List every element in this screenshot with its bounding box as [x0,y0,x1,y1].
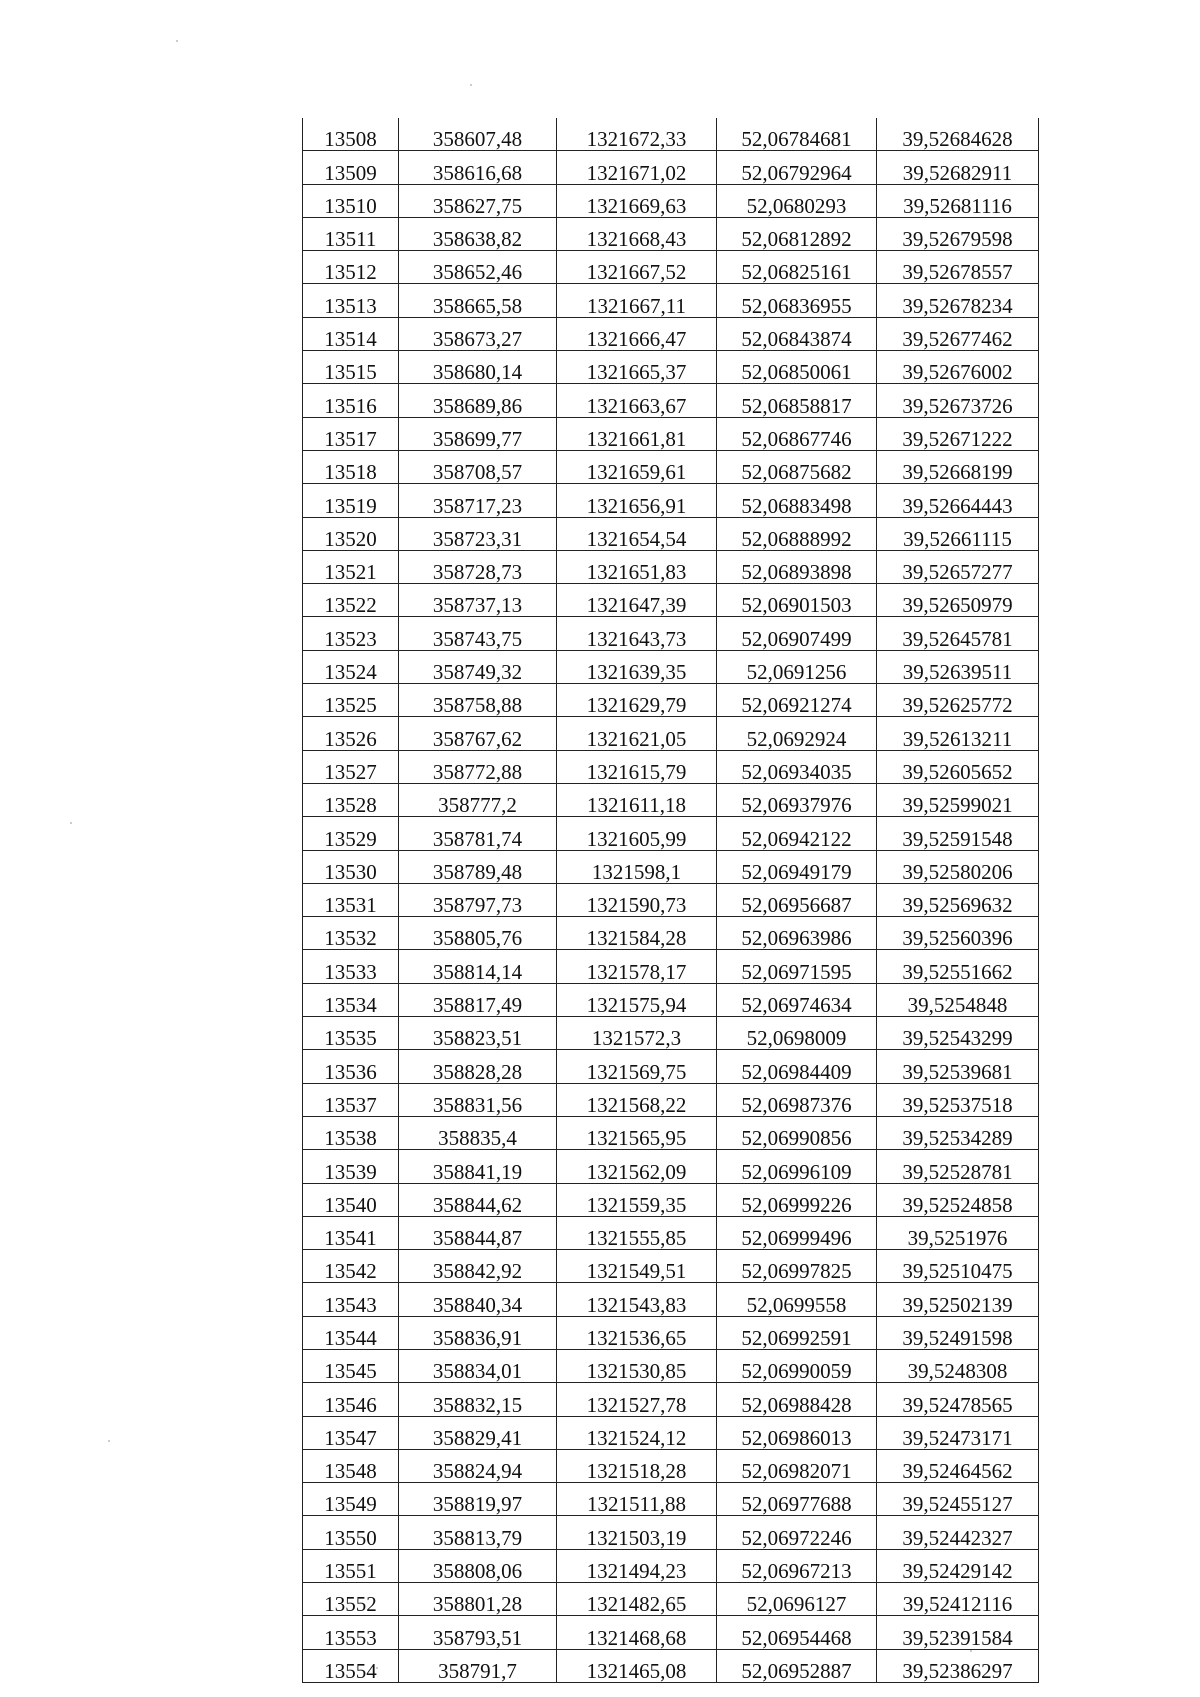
longitude-cell: 39,52473171 [877,1416,1039,1449]
y-coordinate-cell: 1321527,78 [557,1383,717,1416]
point-number-cell: 13522 [303,584,399,617]
x-coordinate-cell: 358665,58 [399,284,557,317]
scan-speck [70,822,72,824]
table-row [303,1183,1039,1216]
point-number-cell: 13547 [303,1416,399,1449]
latitude-cell: 52,06987376 [717,1083,877,1116]
y-coordinate-cell: 1321568,22 [557,1083,717,1116]
longitude-cell: 39,52491598 [877,1316,1039,1349]
point-number-cell: 13534 [303,983,399,1016]
x-coordinate-cell: 358616,68 [399,151,557,184]
x-coordinate-cell: 358793,51 [399,1616,557,1649]
x-coordinate-cell: 358844,87 [399,1216,557,1249]
latitude-cell: 52,06942122 [717,817,877,850]
point-number-cell: 13535 [303,1017,399,1050]
point-number-cell: 13548 [303,1449,399,1482]
y-coordinate-cell: 1321559,35 [557,1183,717,1216]
x-coordinate-cell: 358817,49 [399,983,557,1016]
x-coordinate-cell: 358808,06 [399,1549,557,1582]
x-coordinate-cell: 358824,94 [399,1449,557,1482]
longitude-cell: 39,52682911 [877,151,1039,184]
y-coordinate-cell: 1321663,67 [557,384,717,417]
longitude-cell: 39,52386297 [877,1649,1039,1682]
latitude-cell: 52,0691256 [717,650,877,683]
latitude-cell: 52,06971595 [717,950,877,983]
latitude-cell: 52,06850061 [717,351,877,384]
table-row [303,584,1039,617]
table-row [303,1383,1039,1416]
point-number-cell: 13542 [303,1250,399,1283]
longitude-cell: 39,52684628 [877,118,1039,151]
y-coordinate-cell: 1321584,28 [557,917,717,950]
longitude-cell: 39,52528781 [877,1150,1039,1183]
longitude-cell: 39,52551662 [877,950,1039,983]
y-coordinate-cell: 1321598,1 [557,850,717,883]
latitude-cell: 52,0680293 [717,184,877,217]
y-coordinate-cell: 1321543,83 [557,1283,717,1316]
point-number-cell: 13516 [303,384,399,417]
longitude-cell: 39,52534289 [877,1116,1039,1149]
table-row [303,1116,1039,1149]
latitude-cell: 52,06974634 [717,983,877,1016]
latitude-cell: 52,0699558 [717,1283,877,1316]
point-number-cell: 13521 [303,550,399,583]
table-row [303,917,1039,950]
y-coordinate-cell: 1321651,83 [557,550,717,583]
point-number-cell: 13511 [303,217,399,250]
x-coordinate-cell: 358652,46 [399,251,557,284]
x-coordinate-cell: 358797,73 [399,883,557,916]
table-row [303,1416,1039,1449]
y-coordinate-cell: 1321562,09 [557,1150,717,1183]
y-coordinate-cell: 1321672,33 [557,118,717,151]
longitude-cell: 39,52543299 [877,1017,1039,1050]
x-coordinate-cell: 358832,15 [399,1383,557,1416]
longitude-cell: 39,52599021 [877,783,1039,816]
y-coordinate-cell: 1321639,35 [557,650,717,683]
x-coordinate-cell: 358836,91 [399,1316,557,1349]
y-coordinate-cell: 1321629,79 [557,684,717,717]
point-number-cell: 13515 [303,351,399,384]
latitude-cell: 52,06858817 [717,384,877,417]
table-row [303,1516,1039,1549]
x-coordinate-cell: 358841,19 [399,1150,557,1183]
x-coordinate-cell: 358801,28 [399,1583,557,1616]
longitude-cell: 39,52650979 [877,584,1039,617]
point-number-cell: 13545 [303,1349,399,1382]
table-row [303,251,1039,284]
latitude-cell: 52,06812892 [717,217,877,250]
table-row [303,484,1039,517]
y-coordinate-cell: 1321668,43 [557,217,717,250]
latitude-cell: 52,06934035 [717,750,877,783]
x-coordinate-cell: 358834,01 [399,1349,557,1382]
y-coordinate-cell: 1321654,54 [557,517,717,550]
y-coordinate-cell: 1321615,79 [557,750,717,783]
table-row [303,1549,1039,1582]
longitude-cell: 39,52625772 [877,684,1039,717]
y-coordinate-cell: 1321578,17 [557,950,717,983]
scan-speck [176,40,178,42]
x-coordinate-cell: 358840,34 [399,1283,557,1316]
table-row [303,184,1039,217]
x-coordinate-cell: 358813,79 [399,1516,557,1549]
x-coordinate-cell: 358699,77 [399,417,557,450]
y-coordinate-cell: 1321530,85 [557,1349,717,1382]
latitude-cell: 52,06949179 [717,850,877,883]
point-number-cell: 13510 [303,184,399,217]
latitude-cell: 52,06792964 [717,151,877,184]
table-row [303,1483,1039,1516]
y-coordinate-cell: 1321536,65 [557,1316,717,1349]
table-row [303,1449,1039,1482]
point-number-cell: 13519 [303,484,399,517]
point-number-cell: 13523 [303,617,399,650]
latitude-cell: 52,06907499 [717,617,877,650]
table-row [303,1283,1039,1316]
latitude-cell: 52,06988428 [717,1383,877,1416]
scan-speck [470,84,472,86]
longitude-cell: 39,5251976 [877,1216,1039,1249]
y-coordinate-cell: 1321667,11 [557,284,717,317]
longitude-cell: 39,52671222 [877,417,1039,450]
x-coordinate-cell: 358627,75 [399,184,557,217]
table-row [303,118,1039,151]
point-number-cell: 13539 [303,1150,399,1183]
table-row [303,517,1039,550]
x-coordinate-cell: 358835,4 [399,1116,557,1149]
latitude-cell: 52,06883498 [717,484,877,517]
longitude-cell: 39,52429142 [877,1549,1039,1582]
y-coordinate-cell: 1321659,61 [557,450,717,483]
longitude-cell: 39,52677462 [877,317,1039,350]
table-row [303,1616,1039,1649]
x-coordinate-cell: 358819,97 [399,1483,557,1516]
latitude-cell: 52,06982071 [717,1449,877,1482]
point-number-cell: 13509 [303,151,399,184]
scan-speck [108,1440,110,1442]
x-coordinate-cell: 358728,73 [399,550,557,583]
latitude-cell: 52,06937976 [717,783,877,816]
longitude-cell: 39,52661115 [877,517,1039,550]
longitude-cell: 39,52679598 [877,217,1039,250]
table-row [303,417,1039,450]
table-row [303,883,1039,916]
latitude-cell: 52,06963986 [717,917,877,950]
latitude-cell: 52,06836955 [717,284,877,317]
x-coordinate-cell: 358805,76 [399,917,557,950]
table-row [303,817,1039,850]
y-coordinate-cell: 1321669,63 [557,184,717,217]
latitude-cell: 52,06972246 [717,1516,877,1549]
y-coordinate-cell: 1321656,91 [557,484,717,517]
y-coordinate-cell: 1321661,81 [557,417,717,450]
y-coordinate-cell: 1321569,75 [557,1050,717,1083]
table-row [303,1250,1039,1283]
longitude-cell: 39,52613211 [877,717,1039,750]
x-coordinate-cell: 358717,23 [399,484,557,517]
table-row [303,384,1039,417]
longitude-cell: 39,52664443 [877,484,1039,517]
longitude-cell: 39,52657277 [877,550,1039,583]
x-coordinate-cell: 358689,86 [399,384,557,417]
longitude-cell: 39,52539681 [877,1050,1039,1083]
point-number-cell: 13528 [303,783,399,816]
y-coordinate-cell: 1321549,51 [557,1250,717,1283]
longitude-cell: 39,52537518 [877,1083,1039,1116]
point-number-cell: 13537 [303,1083,399,1116]
latitude-cell: 52,0698009 [717,1017,877,1050]
point-number-cell: 13513 [303,284,399,317]
latitude-cell: 52,06986013 [717,1416,877,1449]
table-row [303,317,1039,350]
x-coordinate-cell: 358723,31 [399,517,557,550]
x-coordinate-cell: 358842,92 [399,1250,557,1283]
longitude-cell: 39,52681116 [877,184,1039,217]
y-coordinate-cell: 1321465,08 [557,1649,717,1682]
point-number-cell: 13527 [303,750,399,783]
table-row [303,284,1039,317]
table-row [303,1316,1039,1349]
latitude-cell: 52,0696127 [717,1583,877,1616]
y-coordinate-cell: 1321511,88 [557,1483,717,1516]
table-row [303,1150,1039,1183]
point-number-cell: 13546 [303,1383,399,1416]
longitude-cell: 39,52464562 [877,1449,1039,1482]
point-number-cell: 13532 [303,917,399,950]
y-coordinate-cell: 1321666,47 [557,317,717,350]
x-coordinate-cell: 358831,56 [399,1083,557,1116]
latitude-cell: 52,06984409 [717,1050,877,1083]
latitude-cell: 52,06875682 [717,450,877,483]
y-coordinate-cell: 1321665,37 [557,351,717,384]
longitude-cell: 39,52455127 [877,1483,1039,1516]
table-row [303,1017,1039,1050]
longitude-cell: 39,5254848 [877,983,1039,1016]
table-row [303,650,1039,683]
y-coordinate-cell: 1321518,28 [557,1449,717,1482]
longitude-cell: 39,52560396 [877,917,1039,950]
x-coordinate-cell: 358823,51 [399,1017,557,1050]
latitude-cell: 52,06901503 [717,584,877,617]
y-coordinate-cell: 1321565,95 [557,1116,717,1149]
longitude-cell: 39,52569632 [877,883,1039,916]
y-coordinate-cell: 1321555,85 [557,1216,717,1249]
y-coordinate-cell: 1321667,52 [557,251,717,284]
y-coordinate-cell: 1321524,12 [557,1416,717,1449]
latitude-cell: 52,06843874 [717,317,877,350]
y-coordinate-cell: 1321605,99 [557,817,717,850]
coordinates-table-body [303,118,1039,1682]
latitude-cell: 52,06999226 [717,1183,877,1216]
y-coordinate-cell: 1321643,73 [557,617,717,650]
latitude-cell: 52,06967213 [717,1549,877,1582]
latitude-cell: 52,06999496 [717,1216,877,1249]
longitude-cell: 39,52524858 [877,1183,1039,1216]
x-coordinate-cell: 358638,82 [399,217,557,250]
point-number-cell: 13540 [303,1183,399,1216]
longitude-cell: 39,52502139 [877,1283,1039,1316]
point-number-cell: 13525 [303,684,399,717]
table-row [303,217,1039,250]
point-number-cell: 13552 [303,1583,399,1616]
latitude-cell: 52,06867746 [717,417,877,450]
table-row [303,151,1039,184]
x-coordinate-cell: 358673,27 [399,317,557,350]
table-row [303,617,1039,650]
latitude-cell: 52,06992591 [717,1316,877,1349]
table-row [303,684,1039,717]
point-number-cell: 13530 [303,850,399,883]
point-number-cell: 13508 [303,118,399,151]
point-number-cell: 13543 [303,1283,399,1316]
latitude-cell: 52,06784681 [717,118,877,151]
point-number-cell: 13533 [303,950,399,983]
latitude-cell: 52,06893898 [717,550,877,583]
latitude-cell: 52,06990059 [717,1349,877,1382]
x-coordinate-cell: 358844,62 [399,1183,557,1216]
longitude-cell: 39,52478565 [877,1383,1039,1416]
longitude-cell: 39,52591548 [877,817,1039,850]
x-coordinate-cell: 358791,7 [399,1649,557,1682]
longitude-cell: 39,52442327 [877,1516,1039,1549]
longitude-cell: 39,52510475 [877,1250,1039,1283]
x-coordinate-cell: 358814,14 [399,950,557,983]
longitude-cell: 39,52639511 [877,650,1039,683]
longitude-cell: 39,52678557 [877,251,1039,284]
x-coordinate-cell: 358789,48 [399,850,557,883]
table-row [303,750,1039,783]
table-row [303,450,1039,483]
point-number-cell: 13541 [303,1216,399,1249]
table-row [303,1083,1039,1116]
x-coordinate-cell: 358829,41 [399,1416,557,1449]
y-coordinate-cell: 1321482,65 [557,1583,717,1616]
table-row [303,983,1039,1016]
point-number-cell: 13553 [303,1616,399,1649]
point-number-cell: 13520 [303,517,399,550]
latitude-cell: 52,06888992 [717,517,877,550]
latitude-cell: 52,06921274 [717,684,877,717]
point-number-cell: 13524 [303,650,399,683]
table-row [303,1349,1039,1382]
longitude-cell: 39,52673726 [877,384,1039,417]
table-row [303,1649,1039,1682]
table-row [303,351,1039,384]
x-coordinate-cell: 358777,2 [399,783,557,816]
coordinates-table [302,118,1039,1683]
x-coordinate-cell: 358680,14 [399,351,557,384]
y-coordinate-cell: 1321590,73 [557,883,717,916]
x-coordinate-cell: 358828,28 [399,1050,557,1083]
y-coordinate-cell: 1321671,02 [557,151,717,184]
latitude-cell: 52,06996109 [717,1150,877,1183]
table-row [303,1050,1039,1083]
table-row [303,550,1039,583]
y-coordinate-cell: 1321503,19 [557,1516,717,1549]
x-coordinate-cell: 358737,13 [399,584,557,617]
longitude-cell: 39,52412116 [877,1583,1039,1616]
point-number-cell: 13549 [303,1483,399,1516]
longitude-cell: 39,52678234 [877,284,1039,317]
table-row [303,783,1039,816]
x-coordinate-cell: 358607,48 [399,118,557,151]
point-number-cell: 13536 [303,1050,399,1083]
x-coordinate-cell: 358767,62 [399,717,557,750]
latitude-cell: 52,06952887 [717,1649,877,1682]
point-number-cell: 13529 [303,817,399,850]
point-number-cell: 13512 [303,251,399,284]
longitude-cell: 39,52605652 [877,750,1039,783]
longitude-cell: 39,5248308 [877,1349,1039,1382]
y-coordinate-cell: 1321647,39 [557,584,717,617]
table-row [303,950,1039,983]
latitude-cell: 52,06954468 [717,1616,877,1649]
x-coordinate-cell: 358758,88 [399,684,557,717]
y-coordinate-cell: 1321575,94 [557,983,717,1016]
point-number-cell: 13517 [303,417,399,450]
longitude-cell: 39,52580206 [877,850,1039,883]
longitude-cell: 39,52668199 [877,450,1039,483]
point-number-cell: 13538 [303,1116,399,1149]
x-coordinate-cell: 358781,74 [399,817,557,850]
x-coordinate-cell: 358708,57 [399,450,557,483]
table-row [303,1583,1039,1616]
latitude-cell: 52,06997825 [717,1250,877,1283]
table-row [303,717,1039,750]
y-coordinate-cell: 1321572,3 [557,1017,717,1050]
latitude-cell: 52,06990856 [717,1116,877,1149]
longitude-cell: 39,52391584 [877,1616,1039,1649]
latitude-cell: 52,06825161 [717,251,877,284]
table-row [303,1216,1039,1249]
point-number-cell: 13551 [303,1549,399,1582]
point-number-cell: 13544 [303,1316,399,1349]
y-coordinate-cell: 1321621,05 [557,717,717,750]
latitude-cell: 52,06977688 [717,1483,877,1516]
y-coordinate-cell: 1321611,18 [557,783,717,816]
longitude-cell: 39,52676002 [877,351,1039,384]
table-row [303,850,1039,883]
point-number-cell: 13531 [303,883,399,916]
latitude-cell: 52,06956687 [717,883,877,916]
point-number-cell: 13550 [303,1516,399,1549]
x-coordinate-cell: 358743,75 [399,617,557,650]
x-coordinate-cell: 358772,88 [399,750,557,783]
x-coordinate-cell: 358749,32 [399,650,557,683]
point-number-cell: 13554 [303,1649,399,1682]
y-coordinate-cell: 1321468,68 [557,1616,717,1649]
point-number-cell: 13514 [303,317,399,350]
latitude-cell: 52,0692924 [717,717,877,750]
longitude-cell: 39,52645781 [877,617,1039,650]
point-number-cell: 13526 [303,717,399,750]
y-coordinate-cell: 1321494,23 [557,1549,717,1582]
point-number-cell: 13518 [303,450,399,483]
